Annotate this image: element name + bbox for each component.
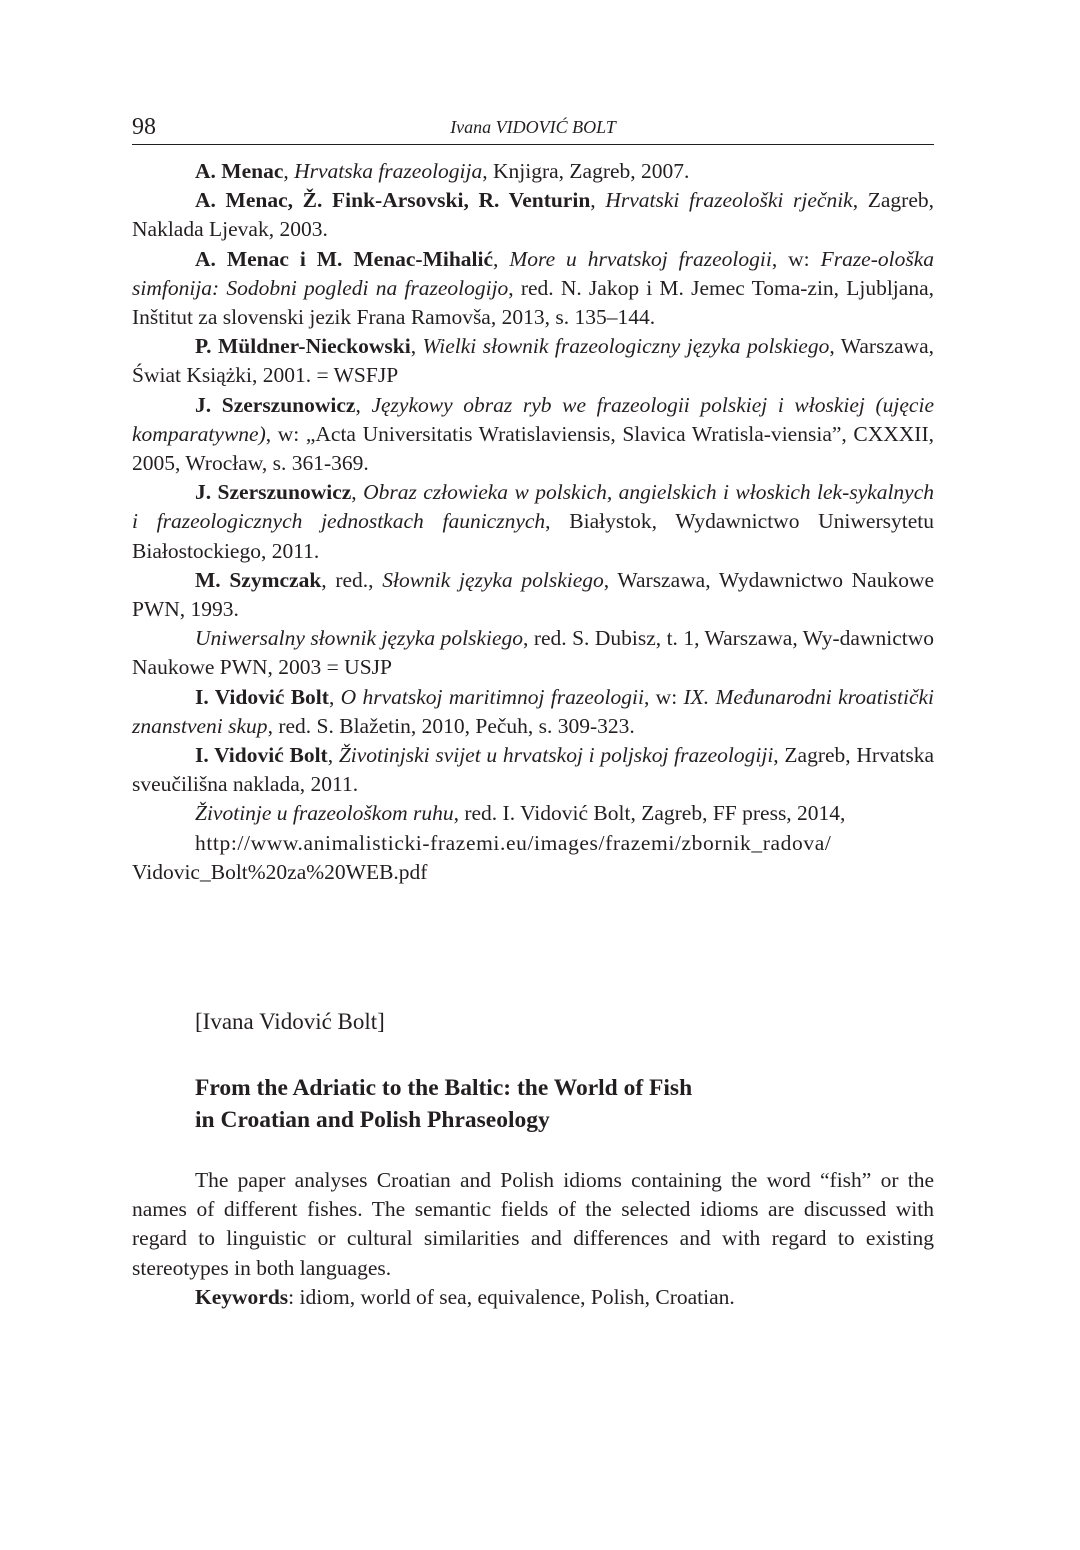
- reference-details: , Zagreb, Naklada Ljevak, 2003.: [132, 188, 934, 242]
- reference-title: Obraz człowieka w polskich, angielskich i włoskich lek-sykalnych i frazeologicznych jednostkach faunicznych: [132, 480, 935, 534]
- reference-title: More u hrvatskoj frazeologii: [509, 246, 772, 271]
- summary-title: [195, 1072, 895, 1136]
- reference-entry: M. Szymczak, red., Słownik języka polskiego, Warszawa, Wydawnictwo Naukowe PWN, 1993.: [132, 567, 935, 622]
- reference-entry: A. Menac i M. Menac-Mihalić, More u hrvatskoj frazeologii, w: Fraze-ološka simfonija: Sodobni pogledi na frazeologijo, red. N. Jakop i M. Jemec Toma-zin, Ljubljana, Inštitut za slovenski jezik Frana Ramovša, 2013, s. 135–144.: [132, 246, 935, 330]
- reference-details: , w: „Acta Universitatis Wratislaviensis, Slavica Wratisla-viensia”, CXXXII, 2005, Wrocław, s. 361-369.: [132, 421, 934, 476]
- reference-entry: A. Menac, Hrvatska frazeologija, Knjigra, Zagreb, 2007.: [195, 159, 690, 183]
- reference-title: Uniwersalny słownik języka polskiego: [195, 626, 524, 651]
- reference-entry: I. Vidović Bolt, O hrvatskoj maritimnoj frazeologii, w: IX. Međunarodni kroatistički znanstveni skup, red. S. Blažetin, 2010, Pečuh, s. 309-323.: [132, 684, 935, 738]
- reference-details: , w:: [771, 246, 821, 271]
- summary-title-line: From the Adriatic to the Baltic: the World of Fish: [195, 1075, 693, 1101]
- reference-title: Životinjski svijet u hrvatskoj i poljskoj frazeologiji: [338, 743, 774, 768]
- reference-container-title: Fraze-ološka simfonija: Sodobni pogledi na frazeologijo: [132, 246, 935, 300]
- reference-details: , Warszawa, Świat Książki, 2001. = WSFJP: [132, 334, 934, 388]
- reference-title: O hrvatskoj maritimnoj frazeologii: [340, 684, 644, 709]
- reference-author: I. Vidović Bolt: [195, 743, 328, 768]
- reference-details: , red. I. Vidović Bolt, Zagreb, FF press, 2014,: [453, 801, 846, 826]
- reference-details: , Warszawa, Wydawnictwo Naukowe PWN, 1993.: [132, 567, 935, 622]
- reference-details: , red. S. Dubisz, t. 1, Warszawa, Wy-dawnictwo Naukowe PWN, 2003 = USJP: [132, 626, 934, 680]
- summary-title-line: in Croatian and Polish Phraseology: [195, 1107, 550, 1133]
- reference-title: Słownik języka polskiego: [382, 567, 604, 592]
- reference-title: Hrvatski frazeološki rječnik: [605, 188, 853, 213]
- bibliography: [132, 157, 934, 887]
- reference-title: Wielki słownik frazeologiczny języka polskiego: [422, 334, 830, 359]
- reference-entry: J. Szerszunowicz, Obraz człowieka w polskich, angielskich i włoskich lek-sykalnych i frazeologicznych jednostkach faunicznych, Białystok, Wydawnictwo Uniwersytetu Białostockiego, 2011.: [132, 480, 935, 563]
- reference-entry: P. Müldner-Nieckowski, Wielki słownik frazeologiczny języka polskiego, Warszawa, Świat Książki, 2001. = WSFJP: [132, 334, 934, 388]
- reference-entry: [132, 799, 934, 828]
- reference-author: M. Szymczak: [195, 567, 322, 592]
- reference-author: A. Menac, Ž. Fink-Arsovski, R. Venturin: [195, 188, 591, 213]
- abstract: [132, 1166, 934, 1312]
- reference-details: , Białystok, Wydawnictwo Uniwersytetu Białostockiego, 2011.: [132, 509, 934, 563]
- reference-container-title: IX. Međunarodni kroatistički znanstveni skup: [132, 684, 935, 738]
- page-number: 98: [132, 114, 156, 140]
- reference-url-line[interactable]: http://www.animalisticki-frazemi.eu/images/frazemi/zbornik_radova/: [195, 830, 832, 855]
- reference-author: J. Szerszunowicz: [195, 392, 356, 417]
- reference-title: Hrvatska frazeologija: [294, 159, 483, 183]
- reference-author: A. Menac i M. Menac-Mihalić: [195, 246, 494, 271]
- keywords-text: : idiom, world of sea, equivalence, Polish, Croatian.: [288, 1284, 735, 1309]
- reference-author: I. Vidović Bolt: [195, 684, 329, 709]
- keywords-line: [132, 1283, 934, 1312]
- reference-entry: I. Vidović Bolt, Životinjski svijet u hrvatskoj i poljskoj frazeologiji, Zagreb, Hrvatska sveučilišna naklada, 2011.: [132, 743, 934, 797]
- abstract-text: The paper analyses Croatian and Polish idioms containing the word “fish” or the names of different fishes. The semantic fields of the selected idioms are discussed with regard to linguistic or cultural similarities and differences and with regard to existing stereotypes in both languages.: [132, 1168, 934, 1280]
- reference-entry: [132, 624, 934, 682]
- page-header: [132, 112, 934, 145]
- reference-title: Životinje u frazeološkom ruhu: [195, 801, 454, 826]
- reference-details: , w:: [643, 684, 684, 709]
- keywords-label: Keywords: [195, 1284, 289, 1309]
- reference-entry: A. Menac, Ž. Fink-Arsovski, R. Venturin, Hrvatski frazeološki rječnik, Zagreb, Naklada Ljevak, 2003.: [132, 188, 934, 242]
- reference-details: , red. N. Jakop i M. Jemec Toma-zin, Ljubljana, Inštitut za slovenski jezik Frana Ramovša, 2013, s. 135–144.: [132, 275, 934, 330]
- summary-author: [Ivana Vidović Bolt]: [195, 1009, 385, 1034]
- reference-entry: J. Szerszunowicz, Językowy obraz ryb we frazeologii polskiej i włoskiej (ujęcie komparatywne), w: „Acta Universitatis Wratislaviensis, Slavica Wratisla-viensia”, CXXXII, 2005, Wrocław, s. 361-369.: [132, 392, 934, 476]
- reference-author: J. Szerszunowicz: [195, 480, 352, 505]
- reference-author: P. Müldner-Nieckowski: [195, 334, 411, 359]
- reference-details: , red. S. Blažetin, 2010, Pečuh, s. 309-323.: [267, 713, 635, 738]
- reference-details: , Knjigra, Zagreb, 2007.: [482, 159, 690, 183]
- reference-url-line[interactable]: Vidovic_Bolt%20za%20WEB.pdf: [132, 859, 428, 884]
- reference-title: Językowy obraz ryb we frazeologii polskiej i włoskiej (ujęcie komparatywne): [132, 392, 934, 446]
- running-head: Ivana VIDOVIĆ BOLT: [450, 117, 616, 137]
- reference-author: A. Menac: [195, 159, 284, 183]
- reference-details: , Zagreb, Hrvatska sveučilišna naklada, 2011.: [132, 743, 934, 797]
